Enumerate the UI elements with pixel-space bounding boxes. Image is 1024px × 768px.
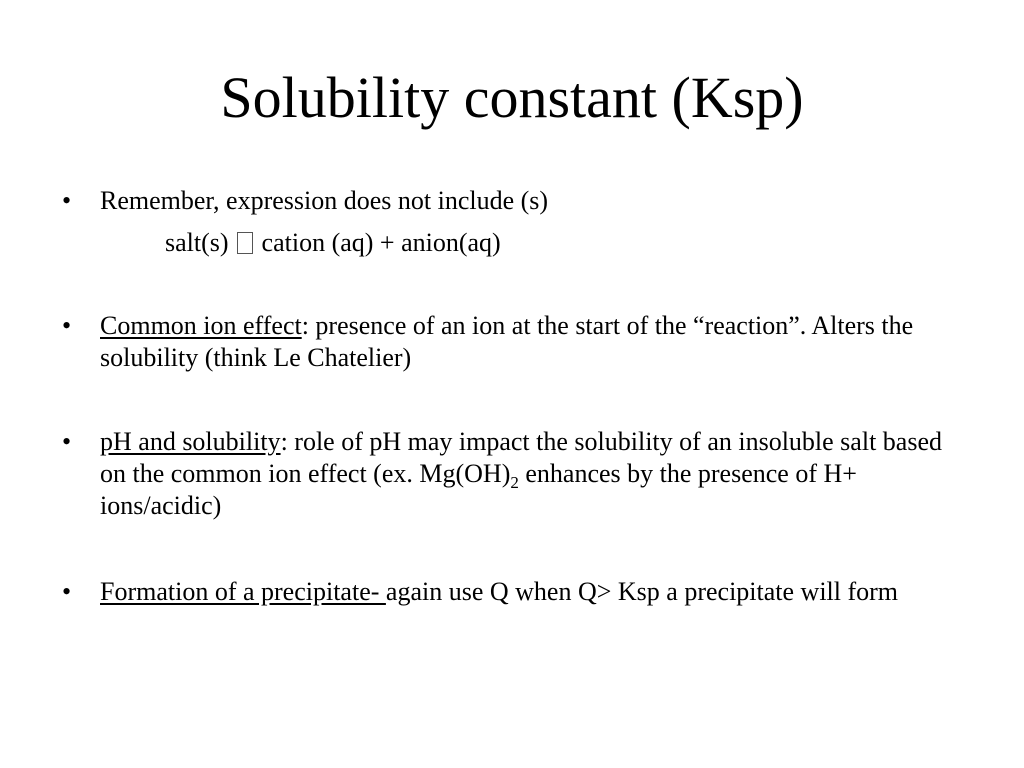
bullet-term-ph-and-solubility: pH and solubility <box>100 427 281 456</box>
bullet-item <box>62 310 962 380</box>
bullet-icon: • <box>62 577 72 606</box>
bullet-description-continued: enhances by the presence of H+ ions/acidic) <box>100 459 857 520</box>
bullet-item <box>62 426 962 530</box>
reaction-equation <box>165 227 501 259</box>
bullet-term-common-ion-effect: Common ion effect <box>100 311 302 340</box>
bullet-item <box>62 576 962 646</box>
subscript-2: 2 <box>510 473 519 492</box>
bullet-text <box>100 426 962 522</box>
bullet-icon: • <box>62 311 72 340</box>
bullet-description: : role of pH may impact the solubility of an insoluble salt based on the common ion effect (ex. Mg(OH) <box>100 427 942 488</box>
bullet-icon: • <box>62 427 72 456</box>
bullet-text-content: Remember, expression does not include (s) <box>100 186 549 215</box>
bullet-icon: • <box>62 186 72 215</box>
bullet-text <box>100 185 962 217</box>
bullet-description: : presence of an ion at the start of the “reaction”. Alters the solubility (think Le Chatelier) <box>100 311 914 372</box>
equation-right: cation (aq) + anion(aq) <box>255 228 501 257</box>
bullet-text <box>100 576 962 608</box>
bullet-item <box>62 185 962 219</box>
slide-title: Solubility constant (Ksp) <box>220 65 804 130</box>
missing-glyph-arrow-icon <box>237 232 253 254</box>
bullet-term-formation-of-precipitate: Formation of a precipitate- <box>100 577 386 606</box>
bullet-description: again use Q when Q> Ksp a precipitate will form <box>385 577 899 606</box>
bullet-text <box>100 310 962 374</box>
equation-left: salt(s) <box>165 228 236 257</box>
